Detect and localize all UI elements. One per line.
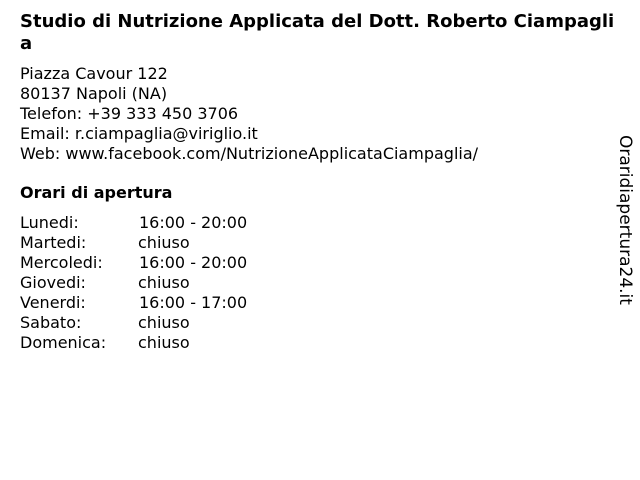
day-label: Venerdi: <box>20 293 86 312</box>
day-hours: 16:00 - 20:00 <box>139 213 248 232</box>
day-label: Lunedi: <box>20 213 79 232</box>
day-label: Giovedi: <box>20 273 86 292</box>
day-label: Sabato: <box>20 313 82 332</box>
business-name: Studio di Nutrizione Applicata del Dott. Roberto Ciampaglia <box>20 11 615 54</box>
city-postal: 80137 Napoli (NA) <box>20 84 168 103</box>
day-hours: 16:00 - 20:00 <box>139 253 248 272</box>
day-hours: chiuso <box>138 273 190 292</box>
day-label: Domenica: <box>20 333 107 352</box>
address-block <box>20 64 478 164</box>
day-hours: 16:00 - 17:00 <box>139 293 248 312</box>
phone-number: Telefon: +39 333 450 3706 <box>20 104 239 123</box>
day-hours: chiuso <box>138 313 190 332</box>
day-hours: chiuso <box>138 333 190 352</box>
street-address: Piazza Cavour 122 <box>20 64 168 83</box>
day-label: Martedi: <box>20 233 87 252</box>
day-hours: chiuso <box>138 233 190 252</box>
email-address: Email: r.ciampaglia@viriglio.it <box>20 124 258 143</box>
day-label: Mercoledi: <box>20 253 103 272</box>
website-url: Web: www.facebook.com/NutrizioneApplicataCiampaglia/ <box>20 144 479 163</box>
site-watermark: Oraridiapertura24.it <box>615 135 635 305</box>
opening-hours-heading: Orari di apertura <box>20 183 173 202</box>
